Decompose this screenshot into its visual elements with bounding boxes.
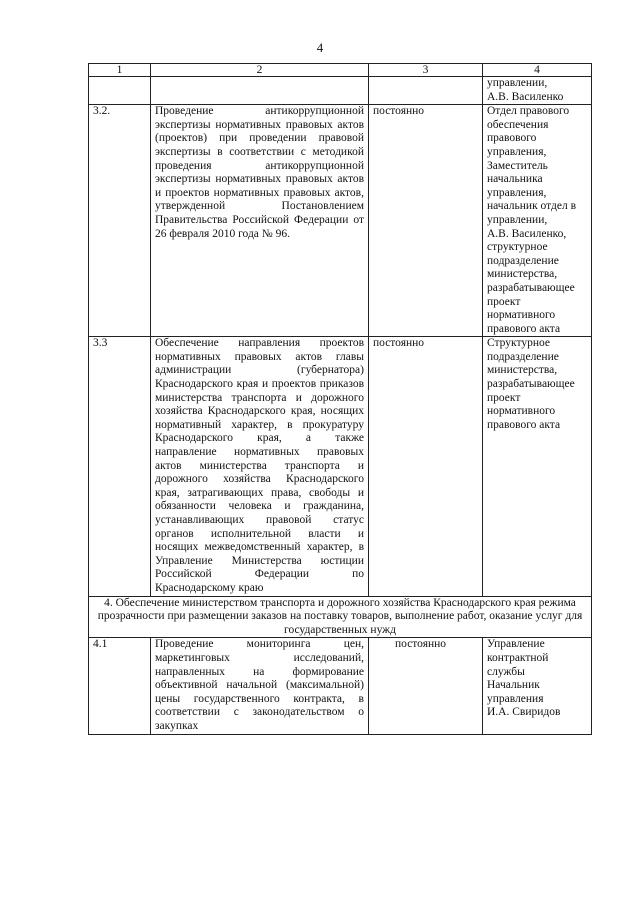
responsible-line: Структурное <box>487 337 550 350</box>
cell-description: Проведение мониторинга цен, маркетинговых исследований, направленных на формирование объективной начальной (максимальной) цены государственного контракта, в соответствии с законодательством о закупках <box>151 638 369 734</box>
column-number-4: 4 <box>483 64 592 77</box>
cell-deadline: постоянно <box>369 105 483 337</box>
responsible-line: И.А. Свиридов <box>487 706 561 719</box>
responsible-line: управлении, <box>487 213 548 226</box>
responsible-line: проект <box>487 295 521 308</box>
measures-table <box>88 63 592 735</box>
cell-responsible <box>483 77 592 105</box>
responsible-line: контрактной <box>487 651 549 664</box>
responsible-line: проект <box>487 391 521 404</box>
cell-number: 3.2. <box>89 105 151 337</box>
cell-number <box>89 77 151 105</box>
responsible-line: министерства, <box>487 364 558 377</box>
table-row-3-3 <box>89 337 592 596</box>
responsible-line: правового <box>487 132 537 145</box>
responsible-line: А.В. Василенко, <box>487 227 567 240</box>
cell-number: 4.1 <box>89 638 151 734</box>
table-row-4-1 <box>89 638 592 734</box>
responsible-line: Отдел правового <box>487 105 570 118</box>
responsible-line: Управление <box>487 638 545 651</box>
cell-deadline: постоянно <box>369 638 483 734</box>
column-number-3: 3 <box>369 64 483 77</box>
responsible-line: начальника <box>487 173 543 186</box>
responsible-line: Заместитель <box>487 159 548 172</box>
responsible-line: нормативного <box>487 309 556 322</box>
responsible-line: обеспечения <box>487 118 549 131</box>
column-number-2: 2 <box>151 64 369 77</box>
responsible-line: службы <box>487 665 525 678</box>
responsible-line: министерства, <box>487 268 558 281</box>
responsible-line: управления <box>487 692 544 705</box>
responsible-line: правового акта <box>487 418 561 431</box>
responsible-line: управления, <box>487 186 547 199</box>
cell-description: Проведение антикоррупционной экспертизы нормативных правовых актов (проектов) при проведении правовой экспертизы в соответствии с методикой проведения антикоррупционной экспертизы нормативных правовых актов и проектов нормативных правовых актов, утвержденной Постановлением Правительства Российской Федерации от 26 февраля 2010 года № 96. <box>151 105 369 337</box>
cell-description: Обеспечение направления проектов нормативных правовых актов главы администрации (губернатора) Краснодарского края и проектов приказов министерства транспорта и дорожного хозяйства Краснодарского края, носящих нормативный характер, в прокуратуру Краснодарского края, а также направление нормативных правовых актов министерства транспорта и дорожного хозяйства Краснодарского края, затрагивающих права, свободы и обязанности человека и гражданина, устанавливающих правовой статус органов исполнительной власти и носящих межведомственный характер, в Управление Министерства юстиции Российской Федерации по Краснодарскому краю <box>151 337 369 596</box>
responsible-line: управлении, <box>487 77 548 89</box>
responsible-line: нормативного <box>487 405 556 418</box>
responsible-line: А.В. Василенко <box>487 90 564 103</box>
cell-description <box>151 77 369 105</box>
table-row-3-2 <box>89 105 592 337</box>
responsible-line: начальник отдел в <box>487 200 577 213</box>
responsible-line: управления, <box>487 145 547 158</box>
responsible-line: разрабатывающее <box>487 281 575 294</box>
cell-deadline: постоянно <box>369 337 483 596</box>
table-header-row <box>89 64 592 77</box>
cell-number: 3.3 <box>89 337 151 596</box>
cell-responsible <box>483 337 592 596</box>
responsible-line: правового акта <box>487 322 561 335</box>
page-number: 4 <box>316 40 324 55</box>
table-row-continuation <box>89 77 592 105</box>
responsible-line: подразделение <box>487 350 559 363</box>
column-number-1: 1 <box>89 64 151 77</box>
responsible-line: подразделение <box>487 254 559 267</box>
cell-deadline <box>369 77 483 105</box>
cell-responsible <box>483 638 592 734</box>
section-heading: 4. Обеспечение министерством транспорта и дорожного хозяйства Краснодарского края режима прозрачности при размещении заказов на поставку товаров, выполнение работ, оказание услуг для государственных нужд <box>89 596 592 638</box>
responsible-line: разрабатывающее <box>487 378 575 391</box>
responsible-line: структурное <box>487 241 548 254</box>
responsible-line: Начальник <box>487 679 540 692</box>
cell-responsible <box>483 105 592 337</box>
section-heading-row <box>89 596 592 638</box>
